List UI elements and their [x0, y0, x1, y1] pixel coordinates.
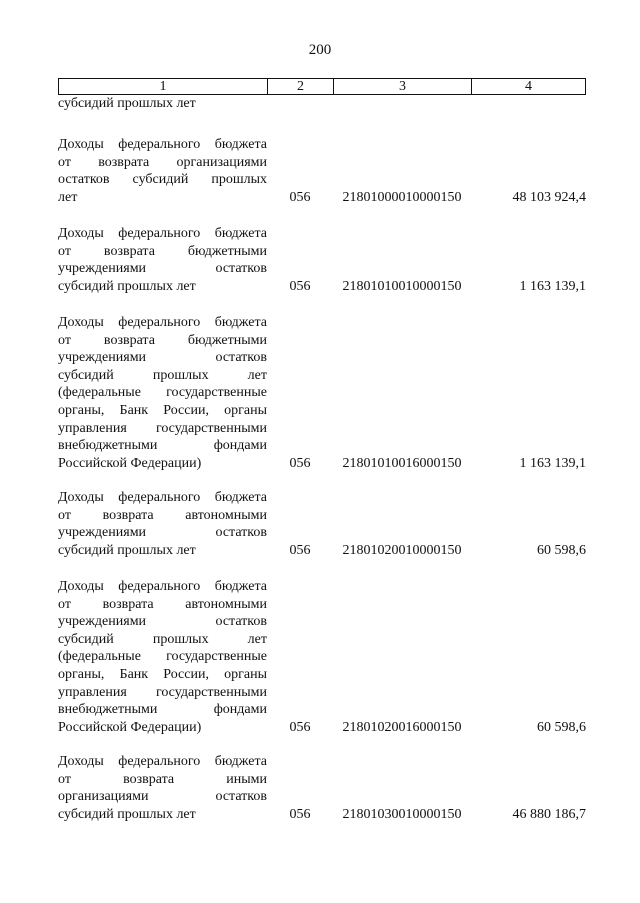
- description-line: Доходы федерального бюджета: [58, 137, 267, 152]
- amount-value: 1 163 139,1: [519, 278, 586, 294]
- row-description: [58, 578, 267, 736]
- description-line: лет: [58, 189, 78, 205]
- continuation-text: субсидий прошлых лет: [58, 96, 196, 111]
- admin-code: 056: [289, 455, 311, 471]
- description-line: организациями остатков: [58, 789, 267, 805]
- header-col-4: 4: [525, 79, 532, 94]
- budget-classification-code: 21801020010000150: [342, 542, 462, 558]
- description-line: Доходы федерального бюджета: [58, 754, 267, 769]
- description-line: внебюджетными фондами: [58, 702, 267, 718]
- admin-code: 056: [289, 278, 311, 294]
- budget-classification-code: 21801010016000150: [342, 455, 462, 471]
- header-col-2: 2: [268, 79, 334, 94]
- admin-code: 056: [289, 542, 311, 558]
- description-line: от возврата иными: [58, 771, 267, 787]
- budget-classification-code: 21801010010000150: [342, 278, 462, 294]
- page-number: 200: [308, 42, 332, 58]
- description-line: Российской Федерации): [58, 455, 202, 471]
- description-line: органы, Банк России, органы: [58, 666, 267, 682]
- budget-classification-code: 21801020016000150: [342, 719, 462, 735]
- description-line: от возврата бюджетными: [58, 332, 267, 348]
- description-line: от возврата автономными: [58, 507, 267, 523]
- budget-classification-code: 21801000010000150: [342, 189, 462, 205]
- description-line: управления государственными: [58, 684, 267, 700]
- row-description: [58, 225, 267, 295]
- description-line: внебюджетными фондами: [58, 438, 267, 454]
- row-description: [58, 753, 267, 823]
- description-line: от возврата автономными: [58, 596, 267, 612]
- row-description: [58, 489, 267, 559]
- table-row: [58, 578, 586, 736]
- description-line: субсидий прошлых лет: [58, 278, 196, 294]
- header-col-3: 3: [334, 79, 472, 94]
- table-row: [58, 314, 586, 472]
- description-line: учреждениями остатков: [58, 350, 267, 366]
- amount-value: 1 163 139,1: [519, 455, 586, 471]
- description-line: субсидий прошлых лет: [58, 631, 267, 647]
- budget-classification-code: 21801030010000150: [342, 806, 462, 822]
- description-line: субсидий прошлых лет: [58, 367, 267, 383]
- table-row: [58, 136, 586, 206]
- description-line: остатков субсидий прошлых: [58, 172, 267, 188]
- amount-value: 60 598,6: [537, 542, 586, 558]
- description-line: Доходы федерального бюджета: [58, 315, 267, 330]
- table-row: [58, 753, 586, 823]
- description-line: субсидий прошлых лет: [58, 542, 196, 558]
- description-line: Доходы федерального бюджета: [58, 579, 267, 594]
- table-row: [58, 489, 586, 559]
- table-row: [58, 225, 586, 295]
- description-line: органы, Банк России, органы: [58, 402, 267, 418]
- amount-value: 60 598,6: [537, 719, 586, 735]
- description-line: учреждениями остатков: [58, 525, 267, 541]
- row-description: [58, 314, 267, 472]
- amount-value: 48 103 924,4: [512, 189, 586, 205]
- table-header: [58, 78, 586, 95]
- description-line: Доходы федерального бюджета: [58, 490, 267, 505]
- row-description: [58, 136, 267, 206]
- description-line: учреждениями остатков: [58, 614, 267, 630]
- description-line: управления государственными: [58, 420, 267, 436]
- description-line: от возврата организациями: [58, 154, 267, 170]
- amount-value: 46 880 186,7: [512, 806, 586, 822]
- admin-code: 056: [289, 806, 311, 822]
- header-col-1: 1: [59, 79, 268, 94]
- description-line: субсидий прошлых лет: [58, 806, 196, 822]
- admin-code: 056: [289, 719, 311, 735]
- description-line: (федеральные государственные: [58, 649, 267, 665]
- description-line: учреждениями остатков: [58, 261, 267, 277]
- description-line: Российской Федерации): [58, 719, 202, 735]
- admin-code: 056: [289, 189, 311, 205]
- description-line: от возврата бюджетными: [58, 243, 267, 259]
- description-line: (федеральные государственные: [58, 385, 267, 401]
- description-line: Доходы федерального бюджета: [58, 226, 267, 241]
